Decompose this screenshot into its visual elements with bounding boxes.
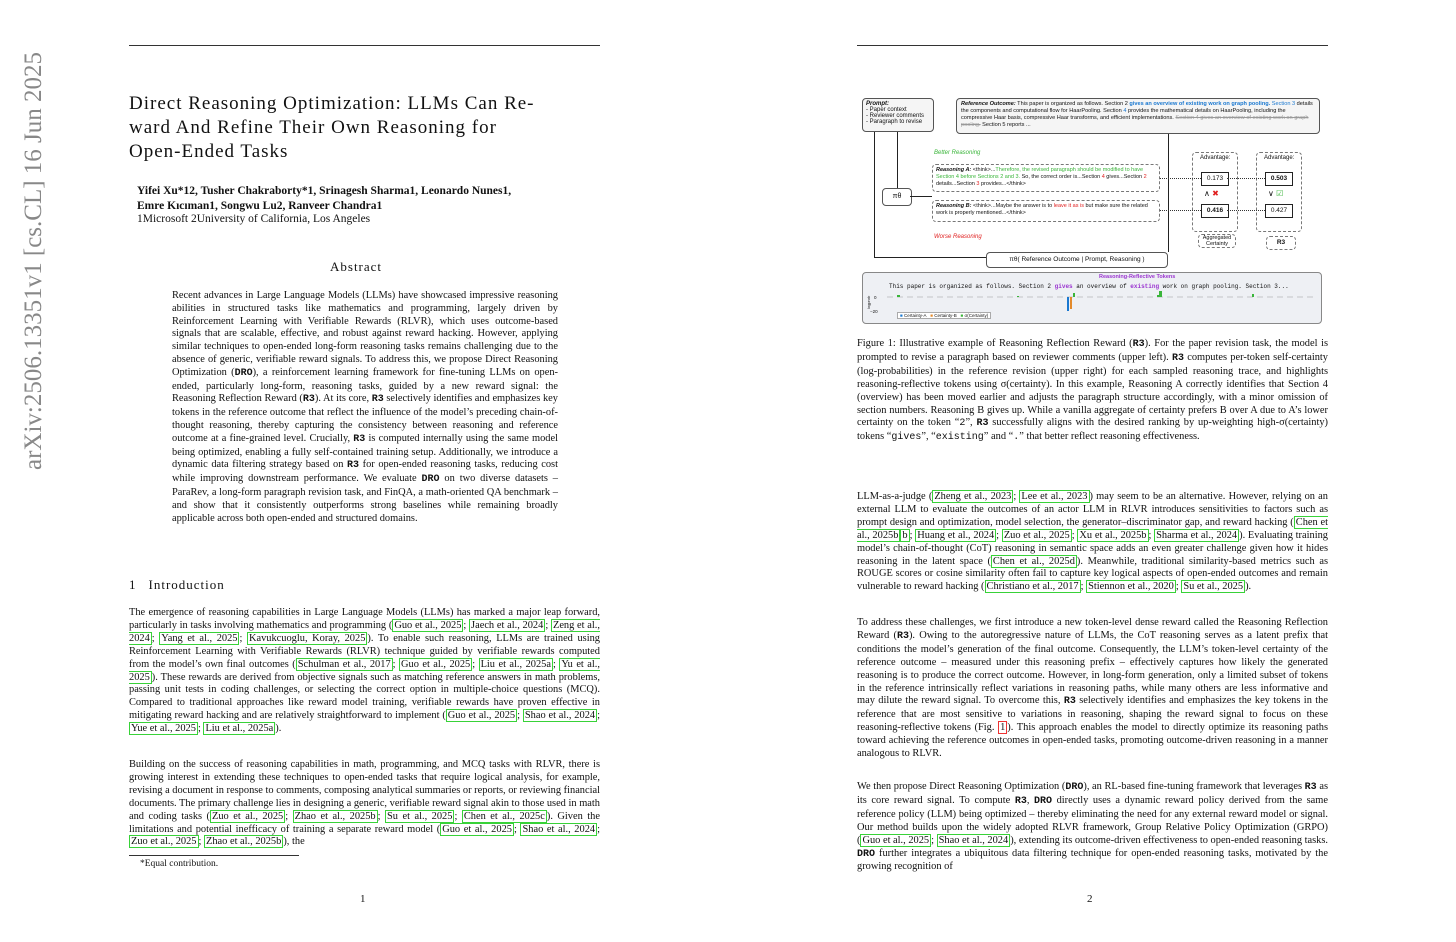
certainty-value: 0.416 <box>1201 204 1229 218</box>
reasoning-reflective-tokens-label: Reasoning-Reflective Tokens <box>1099 274 1176 280</box>
citation-link[interactable]: Su et al., 2025 <box>1183 581 1244 593</box>
connector-line <box>1168 134 1169 252</box>
citation-link[interactable]: Shao et al., 2024 <box>524 710 596 722</box>
y-tick: 0 <box>874 295 877 300</box>
citation-link[interactable]: Yang et al., 2025 <box>161 632 238 644</box>
citation-link[interactable]: Schulman et al., 2017 <box>297 658 391 670</box>
certainty-value: 0.173 <box>1201 172 1229 186</box>
arxiv-identifier: arXiv:2506.13351v1 [cs.CL] 16 Jun 2025 <box>20 51 47 470</box>
citation-link[interactable]: Zuo et al., 2025 <box>131 836 197 848</box>
worse-reasoning-label: Worse Reasoning <box>934 234 982 240</box>
connector-line <box>910 196 932 197</box>
comparison-icon: ∧ ✖ <box>1204 189 1219 198</box>
citation-link[interactable]: Zuo et al., 2025 <box>1003 529 1070 541</box>
intro-paragraph-1: The emergence of reasoning capabilities in Large Language Models (LLMs) has marked a major leap forward, particularly in tasks involving mathematics and programming ( Guo et al., 2025 ; Jaech et al., 2024 ; Zeng et al., 2024 ; Yang et al., 2025 ; Kavukcuoglu, Koray, 2025 ). To enable such reasoning, LLMs are trained using Reinforcement Learning with Verifiable Rewards (RLVR) technique guided by verifiable rewards computed from the model’s own final outcomes ( Schulman et al., 2017 ; Guo et al., 2025 ; Liu et al., 2025a ; Yu et al., 2025 ). These rewards are derived from objective signals such as matching reference answers in math problems, passing unit tests in coding challenges, or selecting the correct option in multiple-choice questions (MCQ). Compared to traditional approaches like reward model training, verifiable rewards have proven effective in mitigating reward hacking and are relatively straightforward to implement ( Guo et al., 2025 ; Shao et al., 2024 ; Yue et al., 2025 ; Liu et al., 2025a ). <box>129 607 600 735</box>
policy-node: πθ <box>882 188 912 206</box>
citation-link[interactable]: Shao et al., 2024 <box>522 823 596 835</box>
advantage-label: Advantage: <box>1264 155 1295 161</box>
section-heading: 1 Introduction <box>129 577 225 592</box>
title-line: Direct Reasoning Optimization: LLMs Can Re- <box>129 93 535 114</box>
connector-line <box>897 132 898 188</box>
connector-line <box>1160 178 1201 179</box>
citation-link[interactable]: Guo et al., 2025 <box>394 619 462 631</box>
authors-line: Yifei Xu*12, Tusher Chakraborty*1, Srinagesh Sharma1, Leonardo Nunes1, <box>137 185 512 197</box>
reference-outcome-box: Reference Outcome: This paper is organized as follows. Section 2 gives an overview of existing work on graph pooling. Section 3 details the components and computational flow for HaarPooling. Section 4 provides the mathematical details on HaarPooling, including the compressive Haar basis, compressive Haar transforms, and efficient implementations. Section 4 gives an overview of existing work on graph pooling. Section 5 reports ... <box>956 98 1320 134</box>
citation-link[interactable]: b <box>902 529 908 541</box>
citation-link[interactable]: Kavukcuoglu, Koray, 2025 <box>248 632 366 644</box>
citation-link[interactable]: Chen et al., 2025d <box>992 555 1075 567</box>
paper-title <box>129 92 604 164</box>
reasoning-a-box: Reasoning A: <think>...Therefore, the revised paragraph should be modified to have Section 4 before Sections 2 and 3. So, the correct order is...Section 4 gives...Section 2 details...Section 3 provides...</think> <box>932 164 1160 192</box>
aggregated-certainty-label: Aggregated Certainty <box>1198 234 1236 248</box>
page-number: 1 <box>360 893 366 905</box>
comparison-icon: ∨ ☑ <box>1268 189 1284 198</box>
citation-link[interactable]: Liu et al., 2025a <box>480 658 551 670</box>
citation-link[interactable]: Liu et al., 2025a <box>205 723 274 735</box>
affiliations: 1Microsoft 2University of California, Los Angeles <box>137 213 371 225</box>
citation-link[interactable]: Su et al., 2025 <box>387 810 453 822</box>
y-tick: −20 <box>870 309 878 314</box>
citation-link[interactable]: Xu et al., 2025b <box>1079 529 1147 541</box>
citation-link[interactable]: Stiennon et al., 2020 <box>1088 581 1174 593</box>
citation-link[interactable]: Lee et al., 2023 <box>1021 491 1088 502</box>
abstract-heading: Abstract <box>330 259 383 274</box>
citation-link[interactable]: Guo et al., 2025 <box>447 710 516 722</box>
citation-link[interactable]: Zhao et al., 2025b <box>294 810 376 822</box>
r3-value: 0.503 <box>1265 172 1293 186</box>
authors-line: Emre Kıcıman1, Songwu Lu2, Ranveer Chandra1 <box>137 200 383 212</box>
r3-label: R3 <box>1266 236 1296 250</box>
title-line: Open-Ended Tasks <box>129 141 289 162</box>
abstract-body: Recent advances in Large Language Models (LLMs) have showcased impressive reasoning abilities in structured tasks like mathematics and programming, largely driven by Reinforcement Learning with Verifiable Rewards (RLVR), which uses outcome-based signals that are scalable, effective, and robust against reward hacking. However, applying similar techniques to open-ended long-form reasoning tasks remains challenging due to the absence of generic, verifiable reward signals. To address this, we propose Direct Reasoning Optimization (DRO), a reinforcement learning framework for fine-tuning LLMs on open-ended, particularly long-form, reasoning tasks, guided by a new reward signal: the Reasoning Reflection Reward (R3). At its core, R3 selectively identifies and emphasizes key tokens in the reference outcome that reflect the influence of the model’s preceding chain-of-thought reasoning, thereby capturing the consistency between reasoning and reference outcome at a fine-grained level. Crucially, R3 is computed internally using the same model being optimized, enabling a fully self-contained training setup. Additionally, we introduce a dynamic data filtering strategy based on R3 for open-ended reasoning tasks, reducing cost while improving downstream performance. We evaluate DRO on two diverse datasets – ParaRev, a long-form paragraph revision task, and FinQA, a math-oriented QA benchmark – and show that it consistently outperforms strong baselines while remaining broadly applicable across both open-ended and structured domains. <box>172 290 558 524</box>
connector-line <box>874 257 986 258</box>
citation-link[interactable]: Zeng et al., 2024 <box>129 619 600 644</box>
better-reasoning-label: Better Reasoning <box>934 150 981 156</box>
body-paragraph-1: LLM-as-a-judge ( Zheng et al., 2023 ; Lee et al., 2023 ) may seem to be an alternative. However, relying on an external LLM to evaluate the outcomes of an actor LLM in RLVR introduces sensitivities to factors such as prompt design and optimization, model selection, the generator–discriminator gap, and reward hacking ( Chen et al., 2025b b ; Huang et al., 2024 ; Zuo et al., 2025 ; Xu et al., 2025b ; Sharma et al., 2024 ). Evaluating training model’s chain-of-thought (CoT) reasoning in semantic space adds an even greater challenge given how it hides reasoning in the latent space ( Chen et al., 2025d ). Meanwhile, traditional similarity-based metrics such as ROUGE scores or cosine similarity often fail to capture key logical aspects of open-ended outcomes and remain vulnerable to reward hacking ( Christiano et al., 2017 ; Stiennon et al., 2020 ; Su et al., 2025 ). <box>857 491 1329 593</box>
figure-caption: Figure 1: Illustrative example of Reasoning Reflection Reward (R3). For the paper revision task, the model is prompted to revise a paragraph based on reviewer comments (upper left). R3 computes per-token self-certainty (log-probabilities) in the reference revision (upper right) for each sampled reasoning trace, and highlights reasoning-reflective tokens using σ(certainty). In this example, Reasoning A correctly identifies that Section 4 (overview) has been moved earlier and adjusts the paragraph structure accordingly, with a minor omission of section numbers. Reasoning B gives up. While a vanilla aggregate of certainty prefers B over A due to A’s lower certainty on the token “2”, R3 successfully aligns with the desired ranking by up-weighting high-σ(certainty) tokens “gives”, “existing” and “.” that better reflect reasoning effectiveness. <box>857 338 1328 444</box>
citation-link[interactable]: Zhao et al., 2025b <box>206 836 282 848</box>
citation-link[interactable]: Yu et al., 2025 <box>129 658 600 683</box>
citation-link[interactable]: Jaech et al., 2024 <box>471 619 544 631</box>
top-rule <box>129 45 600 46</box>
author-list <box>137 184 597 214</box>
connector-line <box>1227 210 1265 211</box>
policy-formula: πθ( Reference Outcome | Prompt, Reasoning ) <box>986 252 1168 268</box>
citation-link[interactable]: Huang et al., 2024 <box>917 529 995 541</box>
advantage-label: Advantage: <box>1200 155 1231 161</box>
reasoning-b-box: Reasoning B: <think>...Maybe the answer is to leave it as is but make sure the related work is properly mentioned...</think> <box>932 200 1160 222</box>
connector-line <box>1227 178 1265 179</box>
r3-value: 0.427 <box>1265 204 1293 218</box>
figure-reference-link[interactable]: 1 <box>1000 722 1006 734</box>
intro-paragraph-2: Building on the success of reasoning capabilities in math, programming, and MCQ tasks with RLVR, there is growing interest in extending these techniques to open-ended tasks that require logical analysis, for example, revising a document in response to comments, composing analytical summaries or reports, or reviewing financial documents. The primary challenge lies in designing a generic, verifiable reward signal akin to those used in math and coding tasks ( Zuo et al., 2025 ; Zhao et al., 2025b ; Su et al., 2025 ; Chen et al., 2025c ). Given the limitations and potential inefficacy of training a separate reward model ( Guo et al., 2025 ; Shao et al., 2024 ; Zuo et al., 2025 ; Zhao et al., 2025b ), the <box>129 759 600 848</box>
reference-token-sequence: This paper is organized as follows. Section 2 gives an overview of existing work on graph pooling. Section 3... <box>889 283 1289 290</box>
citation-link[interactable]: Shao et al., 2024 <box>938 834 1009 846</box>
title-line: ward And Refine Their Own Reasoning for <box>129 117 497 138</box>
token-certainty-panel <box>862 272 1322 324</box>
y-axis-label: logprob <box>866 295 871 309</box>
citation-link[interactable]: Chen et al., 2025c <box>463 810 545 822</box>
citation-link[interactable]: Christiano et al., 2017 <box>986 581 1079 593</box>
citation-link[interactable]: Sharma et al., 2024 <box>1156 529 1238 541</box>
prompt-box: Prompt: - Paper context - Reviewer comments - Paragraph to revise <box>862 98 934 132</box>
chart-legend: ■ Certainty-A ■ Certainty-B ■ σ(Certainty) <box>897 312 991 319</box>
citation-link[interactable]: Yue et al., 2025 <box>131 723 196 735</box>
connector-line <box>1160 210 1201 211</box>
citation-link[interactable]: Chen et al., 2025b <box>857 516 1329 541</box>
citation-link[interactable]: Zuo et al., 2025 <box>212 810 284 822</box>
footnote: *Equal contribution. <box>140 859 219 869</box>
body-paragraph-3: We then propose Direct Reasoning Optimization (DRO), an RL-based fine-tuning framework that leverages R3 as its core reward signal. To compute R3, DRO directly uses a dynamic reward policy derived from the same reference policy (LLM) being optimized – thereby eliminating the need for any external reward model or signal. Our method builds upon the widely adopted RLVR framework, Group Relative Policy Optimization (GRPO) ( Guo et al., 2025 ; Shao et al., 2024 ), extending its outcome-driven effectiveness to open-ended reasoning tasks. DRO further integrates a ubiquitous data filtering technique for open-ended reasoning tasks, motivated by the growing recognition of <box>857 781 1328 873</box>
body-paragraph-2: To address these challenges, we first introduce a new token-level dense reward called the Reasoning Reflection Reward (R3). Owing to the autoregressive nature of LLMs, the CoT reasoning serves as a latent prefix that conditions the model’s generation of the final outcome. Consequently, the LLM’s token-level certainty of the reference outcome – measured under this reasoning prefix – effectively captures how likely the generated reasoning is to produce the correct outcome. However, in long-form generation, only a limited subset of tokens in the reference intrinsically reflect variations in reasoning paths, while many others are less informative and may dilute the reward signal. To overcome this, R3 selectively identifies and emphasizes the key tokens in the reference that are most sensitive to variations in reasoning, shaping the reward signal to focus on these reasoning-reflective tokens (Fig. 1 ). This approach enables the model to directly optimize its reasoning paths toward achieving the reference outcomes in open-ended tasks, promoting outcome-driven reasoning in a manner analogous to RLVR. <box>857 617 1329 760</box>
citation-link[interactable]: Guo et al., 2025 <box>862 834 930 846</box>
top-rule-page2 <box>857 45 1328 46</box>
citation-link[interactable]: Guo et al., 2025 <box>401 658 471 670</box>
footnote-rule <box>129 855 299 856</box>
connector-line <box>874 132 875 257</box>
figure-1 <box>862 96 1322 322</box>
citation-link[interactable]: Zheng et al., 2023 <box>934 491 1012 502</box>
citation-link[interactable]: Guo et al., 2025 <box>442 823 512 835</box>
page-number: 2 <box>1087 893 1093 905</box>
